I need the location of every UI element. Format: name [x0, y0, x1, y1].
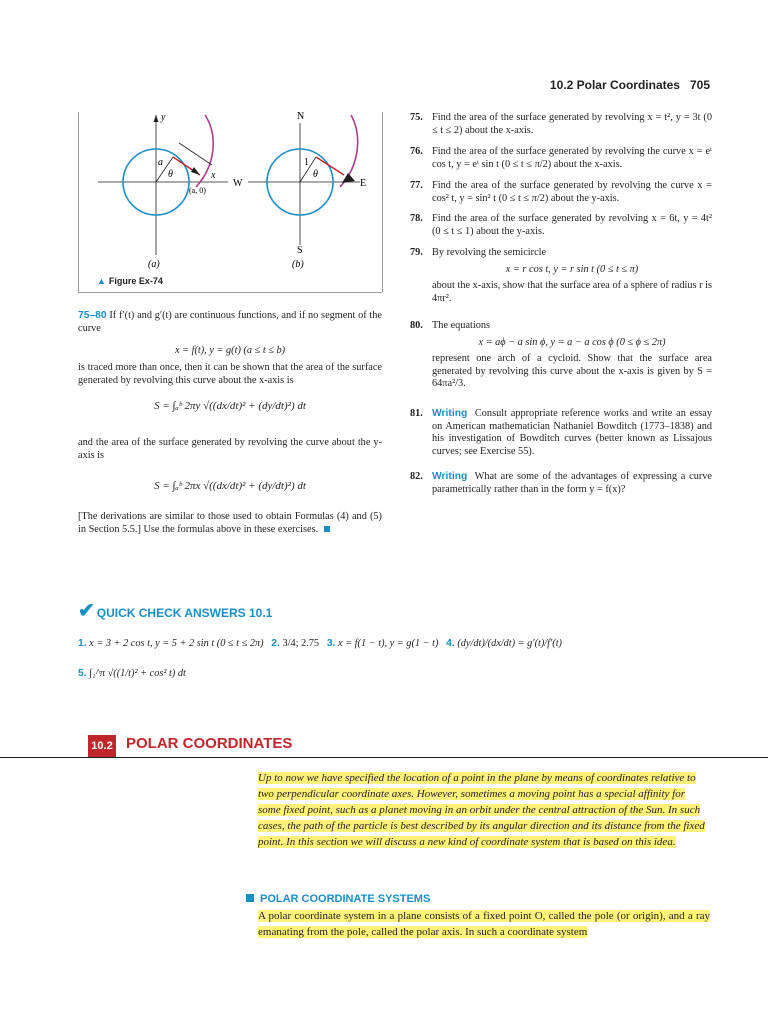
intro-75-80-num: 75–80: [78, 310, 107, 321]
paragraph-derivations: [The derivations are similar to those used to obtain Formulas (4) and (5) in Section 5.5.] Use the formulas above in these exercises.: [78, 511, 382, 535]
triangle-icon: ▲: [97, 276, 106, 286]
label-a: a: [158, 157, 163, 168]
exercise-75: 75. Find the area of the surface generated by revolving x = t², y = 3t (0 ≤ t ≤ 2) about the x-axis.: [410, 112, 712, 136]
page-number: 705: [689, 78, 710, 92]
quick-check-title: ✔ QUICK CHECK ANSWERS 10.1: [78, 600, 273, 622]
figure-caption: ▲ Figure Ex-74: [97, 276, 163, 286]
exercise-76: 76. Find the area of the surface generated by revolving the curve x = eᵗ cos t, y = eᵗ sin t (0 ≤ t ≤ π/2) about the x-axis.: [410, 146, 712, 170]
exercise-82: 82. Writing What are some of the advantages of expressing a curve parametrically rather than in the form y = f(x)?: [410, 471, 712, 495]
paragraph-y-axis: and the area of the surface generated by revolving the curve about the y-axis is: [78, 437, 382, 461]
exercise-79: 79. By revolving the semicircle x = r cos t, y = r sin t (0 ≤ t ≤ π) about the x-axis, show that the surface area of a sphere of radius r is 4πr².: [410, 247, 712, 304]
exercise-78: 78. Find the area of the surface generated by revolving x = 6t, y = 4t² (0 ≤ t ≤ 1) about the y-axis.: [410, 213, 712, 237]
figure-ex-74: [78, 105, 383, 275]
exercise-81: 81. Writing Consult appropriate reference works and write an essay on American mathematician Nathaniel Bowditch (1773–1838) and his investigation of Bowditch curves (better known as Lissajous curves; see Exercise 55).: [410, 408, 712, 457]
intro-75-80-text: If f′(t) and g′(t) are continuous functions, and if no segment of the curve: [78, 310, 382, 334]
label-a0: (a, 0): [189, 186, 206, 195]
compass-w: W: [233, 178, 243, 189]
writing-tag-81: Writing: [432, 408, 468, 419]
polar-definition: A polar coordinate system in a plane consists of a fixed point O, called the pole (or origin), and a ray emanating from the pole, called the polar axis. In such a coordinate system: [258, 910, 710, 938]
square-icon: [246, 894, 254, 902]
label-fig-a: (a): [148, 259, 160, 270]
subsection-title: POLAR COORDINATE SYSTEMS: [246, 893, 430, 905]
section-intro: Up to now we have specified the location of a point in the plane by means of coordinates relative to two perpendicular coordinate axes. However, sometimes a moving point has a special affinity for some fixed point, such as a planet moving in an orbit under the central attraction of the Sun. In such cases, the path of the particle is best described by its angular direction and its distance from the fixed point. In this section we will discuss a new kind of coordinate system that is based on this idea.: [258, 772, 705, 848]
label-one: 1: [304, 157, 309, 168]
section-number: 10.2: [88, 735, 116, 757]
label-theta-a: θ: [168, 169, 173, 180]
exercise-80: 80. The equations x = aϕ − a sin ϕ, y = a − a cos ϕ (0 ≤ ϕ ≤ 2π) represent one arch of a cycloid. Show that the surface area generated by revolving this curve about the x-axis is given by S = 64πa²/3.: [410, 320, 712, 390]
eq-surface-x: S = ∫ₐᵇ 2πy √((dx/dt)² + (dy/dt)²) dt: [154, 400, 306, 412]
checkmark-icon: ✔: [78, 600, 95, 622]
label-theta-b: θ: [313, 169, 318, 180]
end-square-icon: [324, 526, 330, 532]
compass-n: N: [297, 111, 305, 122]
axis-label-x: x: [211, 170, 216, 181]
quick-check-row-2: 5. ∫₁^π √((1/t)² + cos² t) dt: [78, 668, 186, 679]
figure-a: [98, 112, 228, 270]
intro-75-80: [78, 310, 382, 335]
quick-check-row-1: 1. x = 3 + 2 cos t, y = 5 + 2 sin t (0 ≤ t ≤ 2π) 2. 3/4; 2.75 3. x = f(1 − t), y = g(1 − t) 4. (dy/dt)/(dx/dt) = g′(t)/f′(t): [78, 638, 562, 649]
figure-bottom-rule: [78, 292, 382, 293]
label-fig-b: (b): [292, 259, 304, 270]
running-header: [550, 78, 710, 92]
exercise-77: 77. Find the area of the surface generated by revolving the curve x = cos² t, y = sin² t (0 ≤ t ≤ π/2) about the y-axis.: [410, 180, 712, 204]
header-section: 10.2 Polar Coordinates: [549, 78, 680, 92]
eq-curve: x = f(t), y = g(t) (a ≤ t ≤ b): [174, 345, 286, 356]
paragraph-x-axis: is traced more than once, then it can be shown that the area of the surface generated by revolving this curve about the x-axis is: [78, 362, 382, 386]
compass-s: S: [297, 245, 303, 256]
axis-label-y: y: [161, 112, 166, 123]
compass-e: E: [360, 178, 367, 189]
figure-b: [233, 111, 366, 270]
eq-surface-y: S = ∫ₐᵇ 2πx √((dx/dt)² + (dy/dt)²) dt: [154, 480, 306, 492]
section-rule: [0, 757, 768, 758]
writing-tag-82: Writing: [432, 471, 468, 482]
section-title: POLAR COORDINATES: [126, 735, 293, 752]
